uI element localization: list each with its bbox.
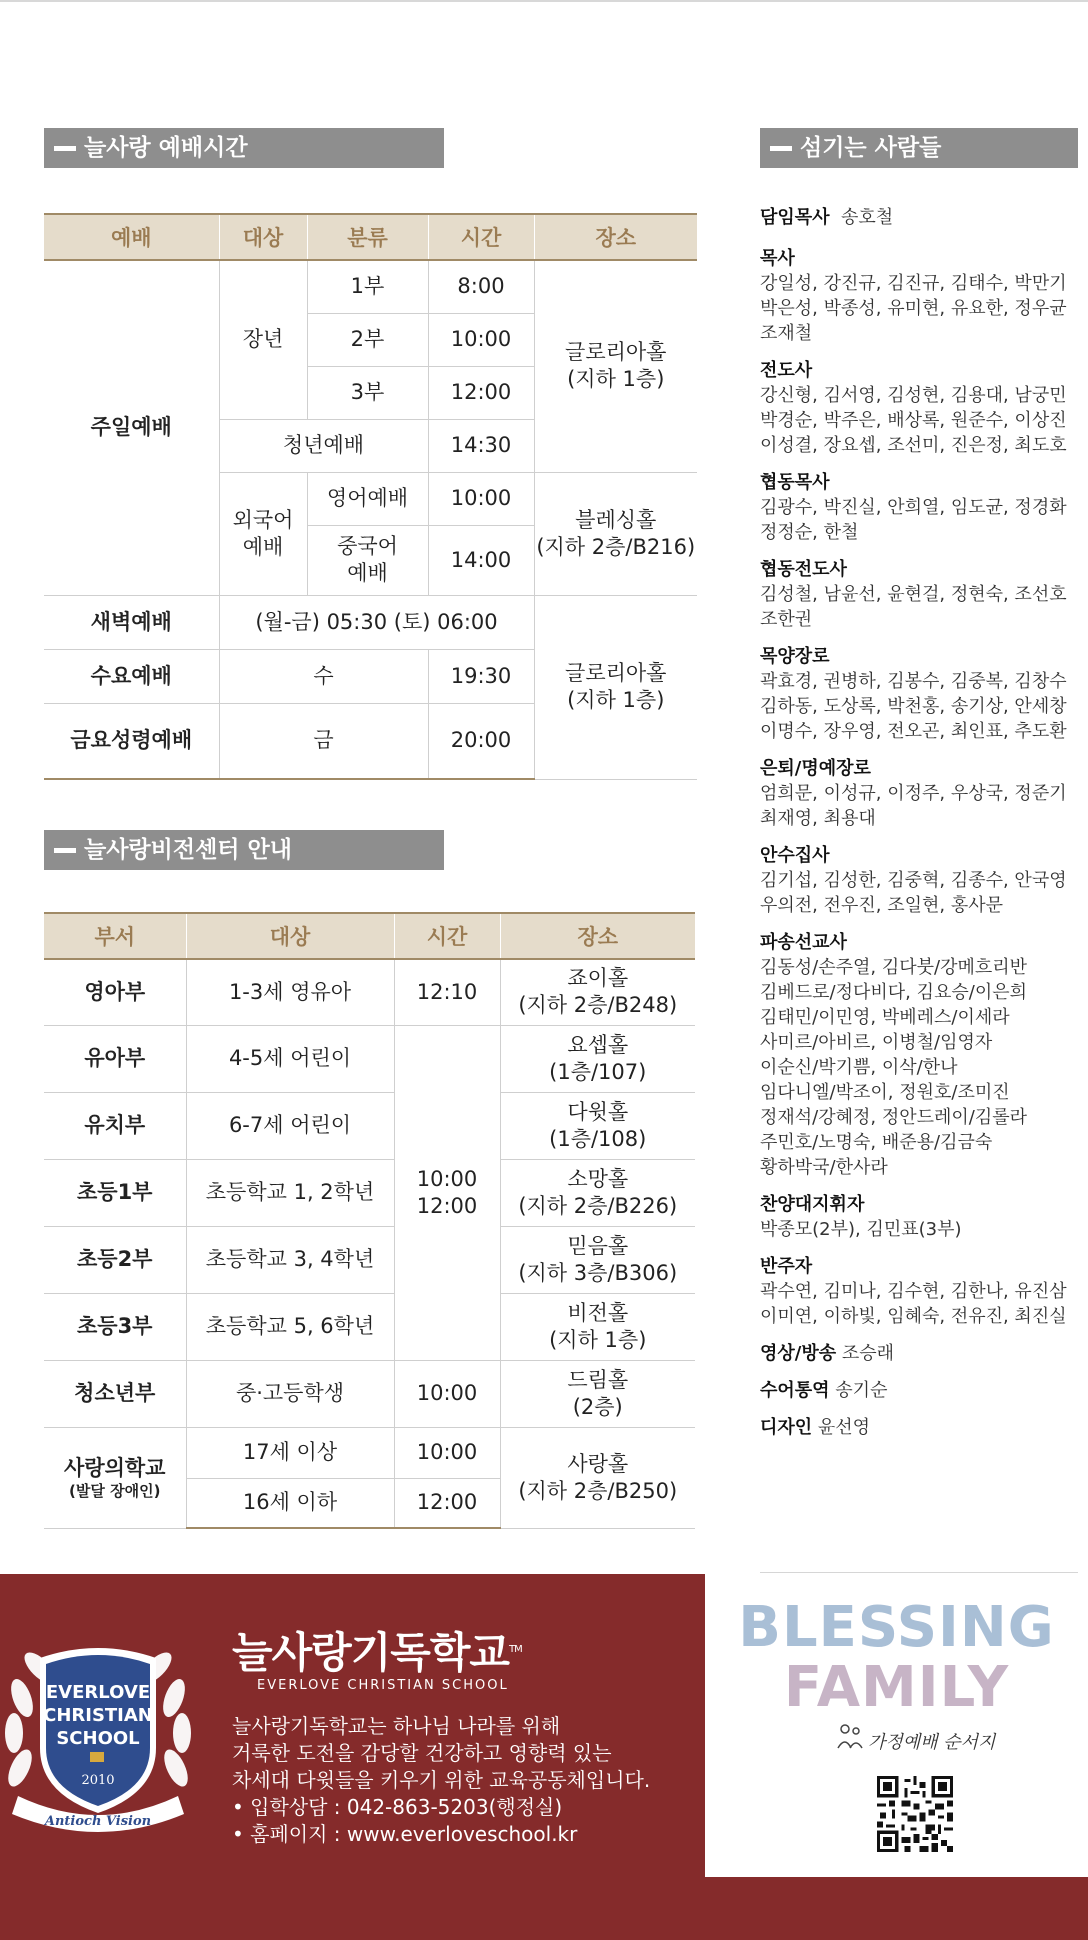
school-name-en: EVERLOVE CHRISTIAN SCHOOL [257,1678,509,1693]
school-description [232,1713,650,1848]
staff-title: 목양장로 [760,646,830,667]
header-category: 분류 [307,214,428,260]
staff-title: 반주자 [760,1256,813,1277]
adults-cell: 장년 [219,260,307,419]
header-place: 장소 [534,214,697,260]
staff-title: 찬양대지휘자 [760,1194,865,1215]
emblem-text: SCHOOL [56,1728,140,1749]
emblem-ribbon: Antioch Vision [44,1814,152,1829]
header-target: 대상 [219,214,307,260]
staff-names: 김동성/손주열, 김다붓/강메흐리반 김베드로/정다비다, 김요승/이은희 김태민/이민영, 박베레스/이세라 사미르/아비르, 이병철/임영자 이순신/박기쁨, 이삭/한나 임다니엘/박조이, 정원호/조미진 정재석/강혜정, 정안드레이/김롤라 주민호/노명숙, 배준용/김금숙 황하박국/한사라 [760,957,1028,1178]
place-cell: 드림홀 (2층) [500,1360,695,1427]
staff-list [760,205,1080,1452]
chinese-worship: 중국어 예배 [307,525,428,595]
friday-time: 20:00 [428,703,534,779]
staff-group [760,930,1080,1180]
staff-group [760,1254,1080,1329]
school-emblem-icon [0,1628,196,1838]
time-3: 12:00 [428,366,534,419]
gloria-hall-cell: 글로리아홀 (지하 1층) [534,260,697,472]
chinese-time: 14:00 [428,525,534,595]
staff-title: 은퇴/명예장로 [760,758,871,779]
staff-group [760,358,1080,458]
target-cell: 초등학교 5, 6학년 [186,1293,394,1360]
staff-group [760,843,1080,918]
desc-line: 거룩한 도전을 감당할 건강하고 영향력 있는 [232,1741,612,1765]
staff-names: 엄희문, 이성규, 이정주, 우상국, 정준기 최재영, 최용대 [760,783,1067,829]
wednesday-worship: 수요예배 [44,649,219,703]
staff-group [760,246,1080,346]
top-border [0,0,1088,2]
time-1: 8:00 [428,260,534,313]
staff-group [760,1192,1080,1242]
staff-names: 곽수연, 김미나, 김수현, 김한나, 유진삼 이미연, 이하빛, 임혜숙, 전유진, 최진실 [760,1281,1067,1327]
staff-title: 파송선교사 [760,932,847,953]
family-icon [835,1722,865,1752]
divider [760,1572,1078,1573]
worship-table [44,213,697,780]
love-target-1: 17세 이상 [186,1427,394,1478]
staff-heading: 섬기는 사람들 [760,128,1078,168]
staff-names: 조승래 [841,1343,895,1364]
staff-names: 김기섭, 김성한, 김중혁, 김종수, 안국영 우의전, 전우진, 조일현, 홍사문 [760,870,1067,916]
header-dept: 부서 [44,913,186,959]
staff-group [760,557,1080,632]
love-school-sub: (발달 장애인) [69,1482,161,1500]
logo-word-1: BLESSING [738,1595,1055,1660]
blessing-hall-cell: 블레싱홀 (지하 2층/B216) [534,472,697,595]
vision-table [44,912,695,1529]
staff-group [760,756,1080,831]
part-1: 1부 [307,260,428,313]
foreign-worship: 외국어 예배 [219,472,307,595]
logo-word-2: FAMILY [783,1655,1010,1720]
staff-video [760,1341,1080,1366]
dept-cell: 초등2부 [44,1226,186,1293]
header-place: 장소 [500,913,695,959]
homepage-link[interactable]: • 홈페이지 : www.everloveschool.kr [232,1822,578,1846]
love-school-name: 사랑의학교 [64,1456,166,1480]
dept-cell: 청소년부 [44,1360,186,1427]
vision-heading: 늘사랑비전센터 안내 [44,830,444,870]
staff-names: 송기순 [835,1380,888,1401]
staff-title: 협동목사 [760,472,830,493]
dash-icon [54,848,76,853]
contact-line: • 입학상담 : 042-863-5203(행정실) [232,1795,563,1819]
gloria-hall-cell-2: 글로리아홀 (지하 1층) [534,595,697,779]
staff-title: 담임목사 [760,207,830,228]
part-2: 2부 [307,313,428,366]
trademark: TM [509,1644,522,1655]
love-time-1: 10:00 [394,1427,500,1478]
staff-title: 협동전도사 [760,559,847,580]
wednesday-time: 19:30 [428,649,534,703]
target-cell: 초등학교 1, 2학년 [186,1159,394,1226]
dept-cell: 영아부 [44,959,186,1025]
staff-design [760,1415,1080,1440]
friday-day: 금 [219,703,428,779]
english-worship: 영어예배 [307,472,428,525]
youth-time: 14:30 [428,419,534,472]
dept-cell: 초등3부 [44,1293,186,1360]
dawn-worship: 새벽예배 [44,595,219,649]
friday-worship: 금요성령예배 [44,703,219,779]
place-cell: 죠이홀 (지하 2층/B248) [500,959,695,1025]
love-target-2: 16세 이하 [186,1478,394,1528]
place-cell: 믿음홀 (지하 3층/B306) [500,1226,695,1293]
desc-line: 늘사랑기독학교는 하나님 나라를 위해 [232,1714,561,1738]
promo-subtitle: 가정예배 순서지 [868,1732,996,1753]
header-worship: 예배 [44,214,219,260]
place-cell: 요셉홀 (1층/107) [500,1025,695,1092]
dash-icon [770,146,792,151]
place-cell: 다윗홀 (1층/108) [500,1092,695,1159]
time-2: 10:00 [428,313,534,366]
header-time: 시간 [428,214,534,260]
worship-heading: 늘사랑 예배시간 [44,128,444,168]
wednesday-day: 수 [219,649,428,703]
staff-title: 디자인 [760,1417,813,1438]
sunday-worship: 주일예배 [44,260,219,595]
emblem-text: CHRISTIAN [43,1705,153,1726]
staff-group [760,644,1080,744]
staff-title: 목사 [760,248,795,269]
love-time-2: 12:00 [394,1478,500,1528]
emblem-year: 2010 [81,1773,115,1788]
staff-title: 안수집사 [760,845,830,866]
place-cell: 소망홀 (지하 2층/B226) [500,1159,695,1226]
dawn-time: (월-금) 05:30 (토) 06:00 [219,595,534,649]
target-cell: 중·고등학생 [186,1360,394,1427]
staff-names: 박종모(2부), 김민표(3부) [760,1219,962,1240]
senior-pastor [760,205,1080,230]
header-time: 시간 [394,913,500,959]
love-school-cell [44,1427,186,1528]
header-target: 대상 [186,913,394,959]
staff-sign [760,1378,1080,1403]
qr-code-icon[interactable] [877,1776,953,1852]
place-cell: 비전홀 (지하 1층) [500,1293,695,1360]
blessing-family-logo [705,1595,1088,1720]
target-cell: 4-5세 어린이 [186,1025,394,1092]
staff-title: 수어통역 [760,1380,830,1401]
staff-names: 김성철, 남윤선, 윤현걸, 정현숙, 조선호 조한권 [760,584,1067,630]
love-hall-cell: 사랑홀 (지하 2층/B250) [500,1427,695,1528]
time-cell: 10:00 [394,1360,500,1427]
staff-names: 송호철 [841,207,894,228]
school-name: 늘사랑기독학교™ [232,1628,522,1677]
staff-names: 강일성, 강진규, 김진규, 김태수, 박만기 박은성, 박종성, 유미현, 유요한, 정우균 조재철 [760,273,1067,344]
youth-worship: 청년예배 [219,419,428,472]
emblem-text: EVERLOVE [45,1682,151,1703]
staff-names: 김광수, 박진실, 안희열, 임도균, 정경화 정정순, 한철 [760,497,1067,543]
target-cell: 6-7세 어린이 [186,1092,394,1159]
staff-title: 전도사 [760,360,813,381]
staff-names: 곽효경, 권병하, 김봉수, 김중복, 김창수 김하동, 도상록, 박천홍, 송기상, 안세창 이명수, 장우영, 전오곤, 최인표, 추도환 [760,671,1067,742]
staff-title: 영상/방송 [760,1343,837,1364]
staff-group [760,470,1080,545]
time-cell: 12:10 [394,959,500,1025]
dash-icon [54,146,76,151]
dept-cell: 유치부 [44,1092,186,1159]
staff-names: 강신형, 김서영, 김성현, 김용대, 남궁민 박경순, 박주은, 배상록, 원준수, 이상진 이성결, 장요셉, 조선미, 진은정, 최도호 [760,385,1067,456]
desc-line: 차세대 다윗들을 키우기 위한 교육공동체입니다. [232,1768,651,1792]
dept-cell: 초등1부 [44,1159,186,1226]
part-3: 3부 [307,366,428,419]
staff-names: 윤선영 [817,1417,871,1438]
target-cell: 1-3세 영유아 [186,959,394,1025]
dept-cell: 유아부 [44,1025,186,1092]
english-time: 10:00 [428,472,534,525]
shared-time-cell: 10:00 12:00 [394,1025,500,1360]
target-cell: 초등학교 3, 4학년 [186,1226,394,1293]
